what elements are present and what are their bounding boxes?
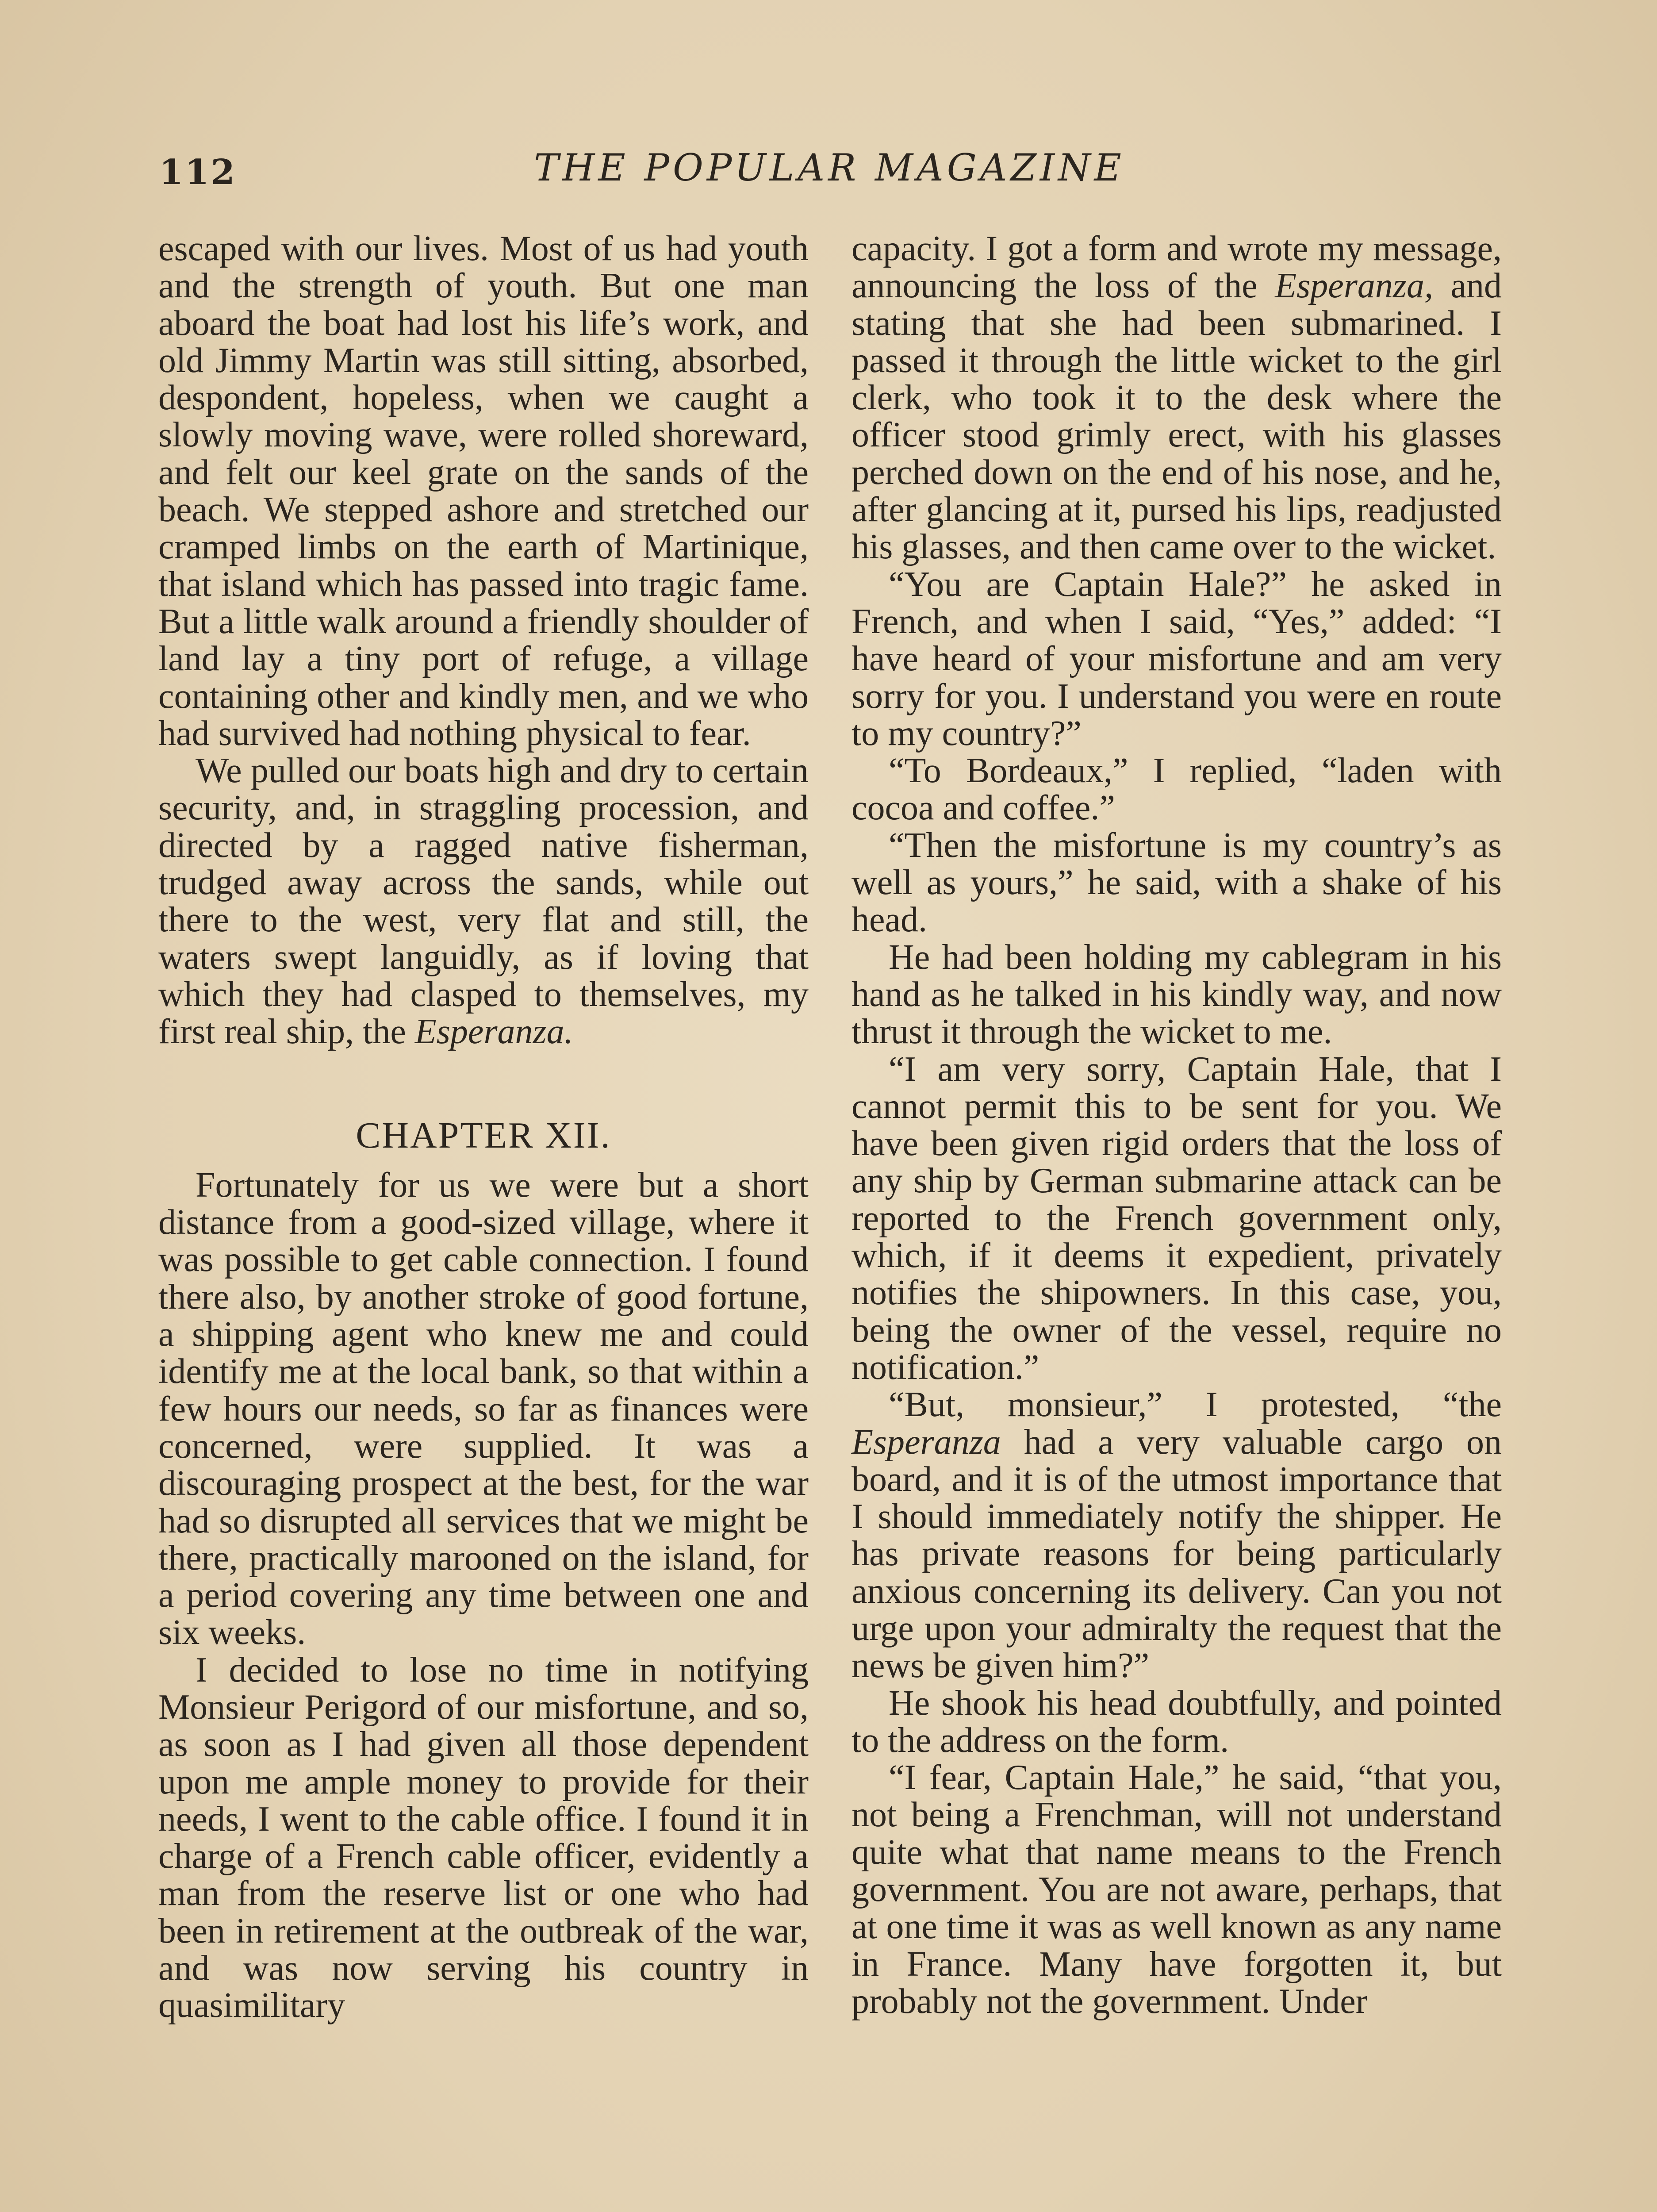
ship-name: Esperanza, bbox=[1275, 266, 1434, 306]
paragraph-text: and stating that she had been submarined. I passed it through the little wicket to the girl clerk, who took it to the desk where the officer stood grimly erect, with his glasses perched down on the end of his nose, and he, after glancing at it, pursed his lips, readjusted his glasses, and then came over to the wicket. bbox=[852, 266, 1502, 567]
chapter-heading: CHAPTER XII. bbox=[356, 1114, 611, 1156]
paragraph: “I am very sorry, Captain Hale, that I cannot permit this to be sent for you. We have been given rigid orders that the loss of any ship by German submarine attack can be reported to the French government only, which, if it deems it expedient, privately notifies the shipowners. In this case, you, being the owner of the vessel, require no notification.” bbox=[852, 1049, 1502, 1387]
ship-name: Esperanza. bbox=[414, 1012, 573, 1052]
paragraph: “To Bordeaux,” I replied, “laden with cocoa and coffee.” bbox=[852, 751, 1502, 828]
left-column bbox=[158, 230, 809, 2024]
paragraph: “Then the misfortune is my country’s as well as yours,” he said, with a shake of his head. bbox=[852, 826, 1502, 940]
paragraph: He had been holding my cablegram in his hand as he talked in his kindly way, and now thrust it through the wicket to me. bbox=[852, 937, 1502, 1052]
paragraph-text: “But, monsieur,” I protested, “the bbox=[889, 1385, 1502, 1425]
paragraph-text: capacity. I got a form and wrote my message, announcing the loss of the bbox=[852, 229, 1502, 306]
paragraph: He shook his head doubtfully, and pointed to the address on the form. bbox=[852, 1683, 1502, 1760]
page-number: 112 bbox=[159, 152, 237, 192]
paragraph: I decided to lose no time in notifying Monsieur Perigord of our misfortune, and so, as soon as I had given all those dependent upon me ample money to provide for their needs, I went to the cable office. I found it in charge of a French cable officer, evidently a man from the reserve list or one who had been in retirement at the outbreak of the war, and was now serving his country in quasimilitary bbox=[158, 1650, 809, 2025]
paragraph: Fortunately for us we were but a short distance from a good-sized village, where it was possible to get cable connection. I found there also, by another stroke of good fortune, a shipping agent who knew me and could identify me at the local bank, so that within a few hours our needs, so far as finances were concerned, were supplied. It was a discouraging prospect at the best, for the war had so disrupted all services that we might be there, practically marooned on the island, for a period covering any time between one and six weeks. bbox=[158, 1165, 809, 1652]
paragraph bbox=[852, 230, 1502, 566]
running-title: THE POPULAR MAGAZINE bbox=[534, 146, 1125, 189]
paragraph-text: We pulled our boats high and dry to certain security, and, in straggling procession, and directed by a ragged native fisherman, trudged away across the sands, while out there to the west, very flat and still, the waters swept languidly, as if loving that which they had clasped to themselves, my first real ship, the bbox=[158, 751, 809, 1052]
paragraph: “You are Captain Hale?” he asked in French, and when I said, “Yes,” added: “I have heard of your misfortune and am very sorry for you. I understand you were en route to my country?” bbox=[852, 565, 1502, 753]
paragraph: escaped with our lives. Most of us had youth and the strength of youth. But one man aboard the boat had lost his life’s work, and old Jimmy Martin was still sitting, absorbed, despondent, hopeless, when we caught a slowly moving wave, were rolled shoreward, and felt our keel grate on the sands of the beach. We stepped ashore and stretched our cramped limbs on the earth of Martinique, that island which has passed into tragic fame. But a little walk around a friendly shoulder of land lay a tiny port of refuge, a village containing other and kindly men, and we who had survived had nothing physical to fear. bbox=[158, 229, 809, 753]
paragraph: “I fear, Captain Hale,” he said, “that you, not being a Frenchman, will not understand quite what that name means to the French government. You are not aware, perhaps, that at one time it was as well known as any name in France. Many have forgotten it, but probably not the government. Under bbox=[852, 1758, 1502, 2021]
paragraph bbox=[852, 1386, 1502, 1684]
right-column bbox=[852, 230, 1502, 2020]
paragraph-text: had a very valuable cargo on board, and it is of the utmost importance that I should immediately notify the shipper. He has private reasons for being particularly anxious concerning its delivery. Can you not urge upon your admiralty the request that the news be given him?” bbox=[852, 1422, 1502, 1686]
ship-name: Esperanza bbox=[852, 1422, 1001, 1462]
paragraph bbox=[158, 752, 809, 1050]
page-header bbox=[159, 146, 1500, 208]
